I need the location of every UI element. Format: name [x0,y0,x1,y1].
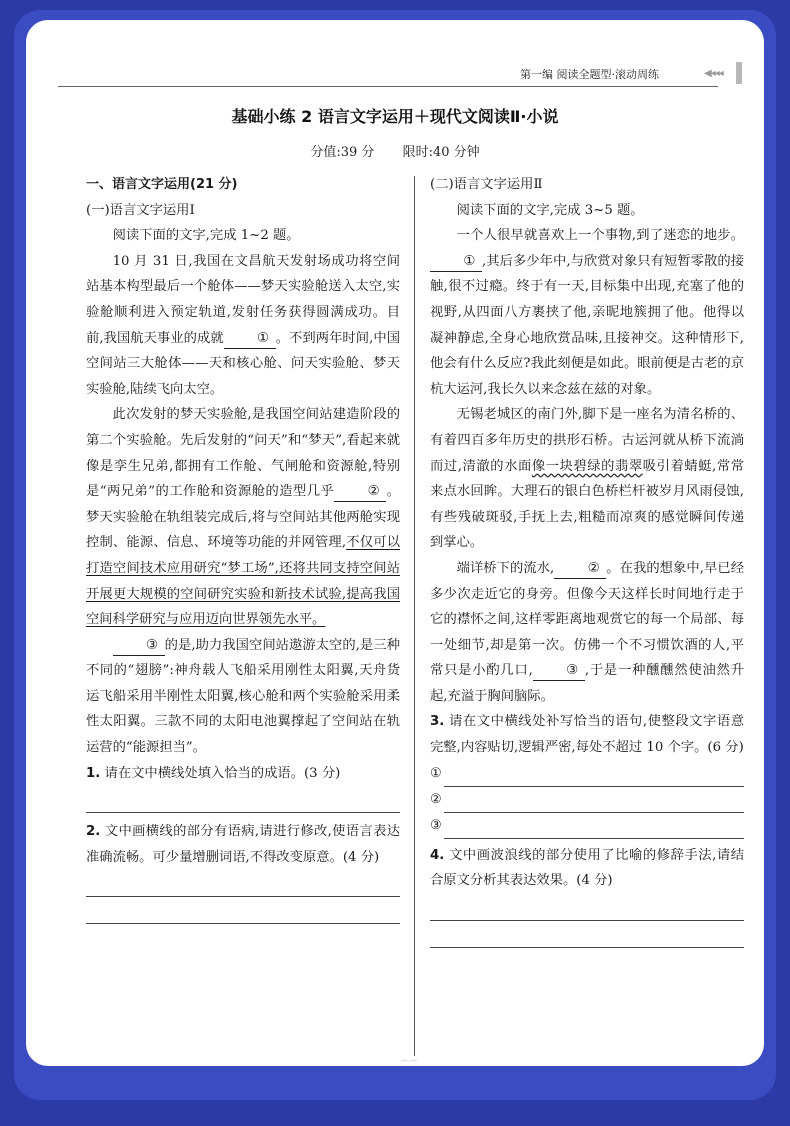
answer-line-q4-b[interactable] [430,921,744,948]
passage1-para2: 此次发射的梦天实验舱,是我国空间站建造阶段的第二个实验舱。先后发射的“问天”和“梦天”,看起来就像是孪生兄弟,都拥有工作舱、气闸舱和资源舱,特别是“两兄弟”的工作舱和资源舱的造型几乎 ② 。梦天实验舱在轨组装完成后,将与空间站其他两舱实现控制、能源、信息、环境等功能的并网管理,不仅可以打造空间技术应用研究“梦工场”,还将共同支持空间站开展更大规模的空间研究实验和新技术试验,提高我国空间科学研究与应用迈向世界领先水平。 [86,407,400,628]
instruction-2: 阅读下面的文字,完成 3~5 题。 [456,202,644,218]
wavy-phrase: 像一块碧绿的翡翠 [531,458,643,474]
blank-1[interactable]: ① [224,330,276,349]
blank-r3[interactable]: ③ [533,662,585,681]
answer-line-q4-a[interactable] [430,894,744,921]
answer-line-q2-a[interactable] [86,870,400,897]
question-3: 3. 请在文中横线处补写恰当的语句,使整段文字语意完整,内容贴切,逻辑严密,每处不超过 10 个字。(6 分) [430,714,744,756]
passage2-para2: 无锡老城区的南门外,脚下是一座名为清名桥的、有着四百多年历史的拱形石桥。古运河就从桥下流淌而过,清澈的水面像一块碧绿的翡翠吸引着蜻蜓,常常来点水回眸。大理石的银白色桥栏杆被岁月风雨侵蚀,有些残破斑驳,手抚上去,粗糙而凉爽的感觉瞬间传递到掌心。 [430,407,744,551]
score-points: 分值:39 分 [310,145,375,160]
answer-line-q1[interactable] [86,786,400,813]
subsection-heading-2: (二)语言文字运用Ⅱ [430,177,543,192]
passage2-para1: 一个人很早就喜欢上一个事物,到了迷恋的地步。① ,其后多少年中,与欣赏对象只有短暂零散的接触,很不过瘾。终于有一天,目标集中出现,充塞了他的视野,从四面八方裹挟了他,亲昵地簇拥了他。他得以凝神静虑,全身心地欣赏品味,且接神交。这种情形下,他会有什么反应?我此刻便是如此。眼前便是古老的京杭大运河,我长久以来念兹在兹的对象。 [430,228,744,397]
right-column [430,172,744,948]
answer-line-q3-1[interactable]: ① [430,761,744,787]
passage2-para3: 端详桥下的流水, ② 。在我的想象中,早已经多少次走近它的身旁。但像今天这样长时间地行走于它的襟怀之间,这样零距离地观赏它的每一个局部、每一处细节,却是第一次。仿佛一个不习惯饮酒的人,平常只是小酌几口, ③ ,于是一种醺醺然使油然升起,充溢于胸间脑际。 [430,560,744,704]
underlined-sentence: 不仅可以打造空间技术应用研究“梦工场”,还将共同支持空间站开展更大规模的空间研究实验和新技术试验,提高我国空间科学研究与应用迈向世界领先水平。 [86,535,400,628]
header-bar [736,62,742,84]
score-time: 限时:40 分钟 [402,145,480,160]
score-line [0,141,790,160]
header-rule [58,86,718,87]
arrow-deco-icon: ◀◂◂◂ [704,68,723,79]
subsection-heading-1: (一)语言文字运用Ⅰ [86,202,195,218]
question-1: 1. 请在文中横线处填入恰当的成语。(3 分) [86,765,341,781]
section-heading: 一、语言文字运用(21 分) [86,177,238,192]
blank-2[interactable]: ② [334,483,386,502]
column-divider [414,176,415,1056]
answer-line-q3-3[interactable]: ③ [430,813,744,839]
blank-r2[interactable]: ② [554,560,606,579]
instruction-1: 阅读下面的文字,完成 1~2 题。 [112,228,300,244]
passage1-para1: 10 月 31 日,我国在文昌航天发射场成功将空间站基本构型最后一个舱体——梦天实验舱送入太空,实验舱顺利进入预定轨道,发射任务获得圆满成功。目前,我国航天事业的成就 ① 。不到两年时间,中国空间站三大舱体——天和核心舱、问天实验舱、梦天实验舱,陆续飞向太空。 [86,253,400,397]
passage1-para3: ③ 的是,助力我国空间站遨游太空的,是三种不同的“翅膀”:神舟载人飞船采用刚性太阳翼,天舟货运飞船采用半刚性太阳翼,核心舱和两个实验舱采用柔性太阳翼。三款不同的太阳电池翼撑起了空间站在轨运营的“能源担当”。 [86,637,400,756]
answer-line-q3-2[interactable]: ② [430,787,744,813]
running-header: 第一编 阅读全题型·滚动周练 [520,68,659,81]
page-title: 基础小练 2 语言文字运用＋现代文阅读Ⅱ·小说 [231,107,559,126]
answer-line-q2-b[interactable] [86,897,400,924]
footer-deco-icon: ⌒⌒ [400,1061,419,1071]
question-4: 4. 文中画波浪线的部分使用了比喻的修辞手法,请结合原文分析其表达效果。(4 分) [430,847,744,889]
question-2: 2. 文中画横线的部分有语病,请进行修改,使语言表达准确流畅。可少量增删词语,不得改变原意。(4 分) [86,824,401,865]
left-column [86,172,400,924]
blank-r1[interactable]: ① [430,253,482,272]
blank-3[interactable]: ③ [113,637,165,656]
